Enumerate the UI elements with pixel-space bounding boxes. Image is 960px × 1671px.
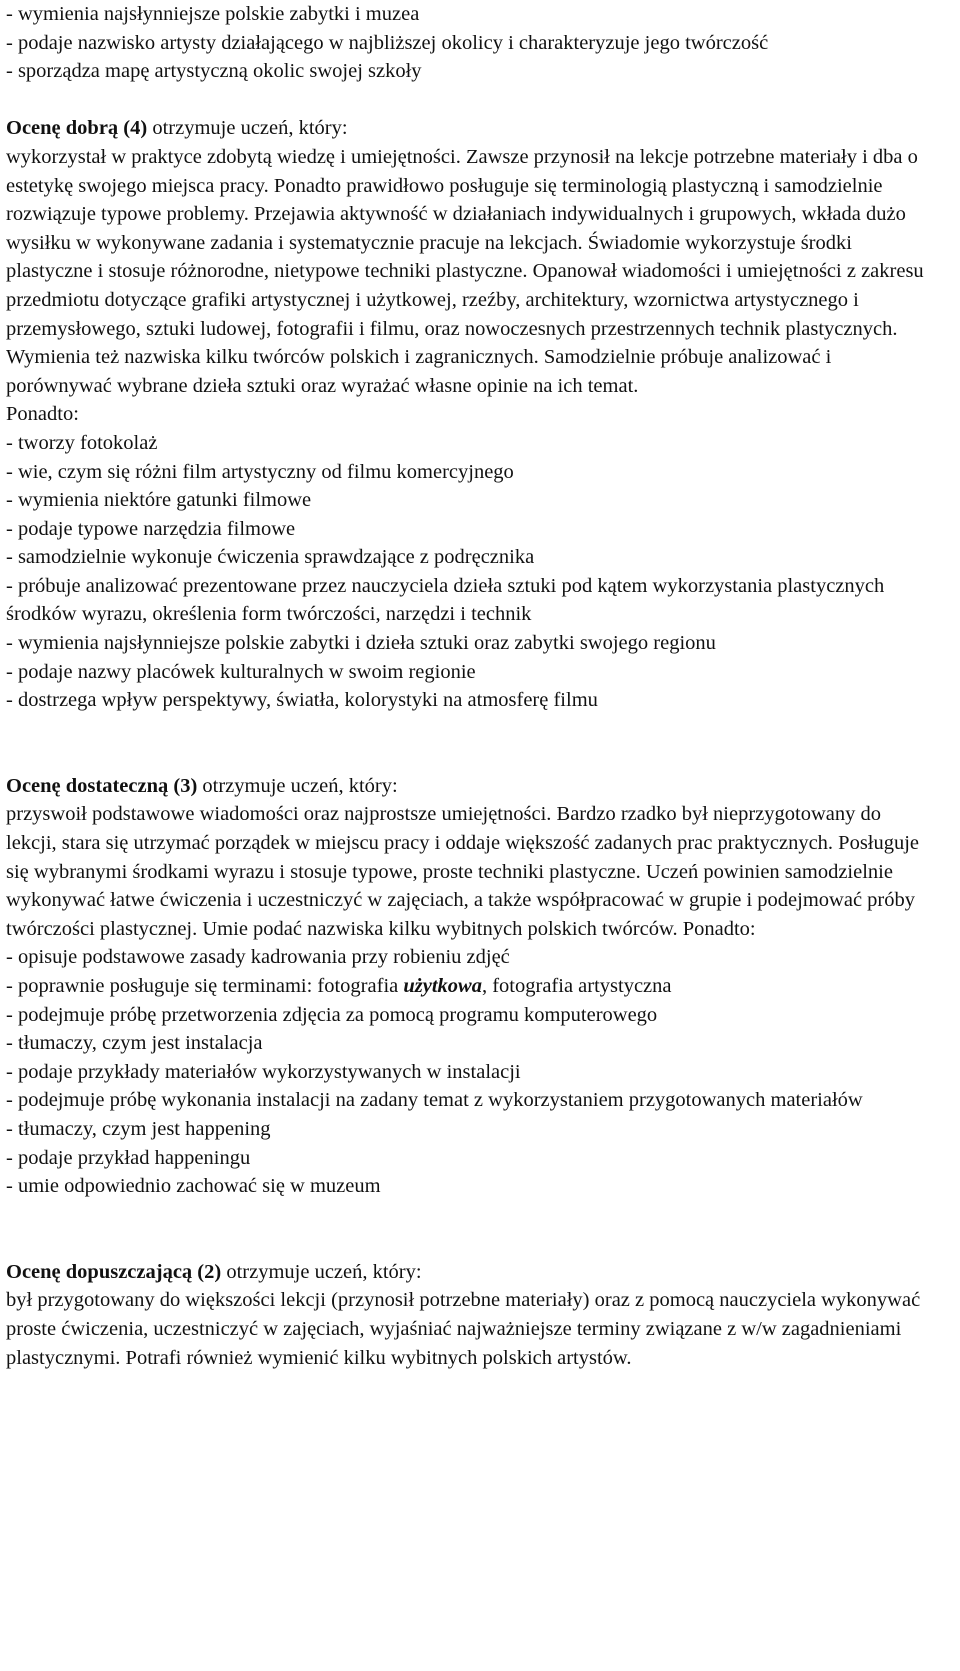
list-item: - podaje nazwisko artysty działającego w najbliższej okolicy i charakteryzuje jego twórczość [6, 31, 769, 54]
terms-after: , fotografia artystyczna [481, 975, 672, 997]
list-item: - tworzy fotokolaż [6, 431, 158, 454]
list-item: - podaje przykłady materiałów wykorzystywanych w instalacji [6, 1060, 521, 1083]
grade-3-paragraph: przyswoił podstawowe wiadomości oraz najprostsze umiejętności. Bardzo rzadko był nieprzygotowany do lekcji, stara się utrzymać porządek w miejscu pracy i oddaje większość zadanych prac praktycznych. Posługuje się wybranymi środkami wyrazu i stosuje typowe, proste techniki plastyczne. Uczeń powinien samodzielnie wykonywać łatwe ćwiczenia i uczestniczyć w zajęciach, a także współpracować w grupie i podejmować próby twórczości plastycznej. Umie podać nazwiska kilku wybitnych polskich twórców. Ponadto: [6, 803, 920, 940]
list-item: - sporządza mapę artystyczną okolic swojej szkoły [6, 60, 422, 83]
grade-3-heading-rest: otrzymuje uczeń, który: [197, 774, 398, 797]
list-item: - opisuje podstawowe zasady kadrowania przy robieniu zdjęć [6, 946, 510, 969]
list-item: - podaje typowe narzędzia filmowe [6, 517, 296, 540]
spacer [6, 715, 936, 772]
terms-emphasis: użytkowa [403, 975, 482, 997]
terms-before: - poprawnie posługuje się terminami: fotografia [6, 975, 404, 997]
spacer [6, 86, 936, 115]
spacer [6, 1201, 936, 1258]
grade-2-heading-bold: Ocenę dopuszczającą (2) [6, 1260, 222, 1283]
list-item: - wymienia najsłynniejsze polskie zabytki i muzea [6, 3, 420, 25]
grade-2-heading-rest: otrzymuje uczeń, który: [221, 1260, 422, 1283]
grade-4-ponadto: Ponadto: [6, 403, 79, 426]
grade-4-section [6, 114, 936, 714]
list-item: - tłumaczy, czym jest instalacja [6, 1032, 263, 1055]
grade-3-heading [6, 772, 936, 801]
grade-4-paragraph: wykorzystał w praktyce zdobytą wiedzę i umiejętności. Zawsze przynosił na lekcje potrzebne materiały i dba o estetykę swojego miejsca pracy. Ponadto prawidłowo posługuje się terminologią plastyczną i samodzielnie rozwiązuje typowe problemy. Przejawia aktywność w działaniach indywidualnych i grupowych, wkłada dużo wysiłku w wykonywane zadania i systematycznie pracuje na lekcjach. Świadomie wykorzystuje środki plastyczne i stosuje różnorodne, nietypowe techniki plastyczne. Opanował wiadomości i umiejętności z zakresu przedmiotu dotyczące grafiki artystycznej i użytkowej, rzeźby, architektury, wzornictwa artystycznego i przemysłowego, sztuki ludowej, fotografii i filmu, oraz nowoczesnych przestrzennych technik plastycznych. Wymienia też nazwiska kilku twórców polskich i zagranicznych. Samodzielnie próbuje analizować i porównywać wybrane dzieła sztuki oraz wyrażać własne opinie na ich temat. [6, 145, 924, 397]
list-item: - samodzielnie wykonuje ćwiczenia sprawdzające z podręcznika [6, 546, 535, 569]
grade-4-heading-bold: Ocenę dobrą (4) [6, 117, 148, 140]
grade-2-section [6, 1258, 936, 1372]
grade-2-paragraph: był przygotowany do większości lekcji (przynosił potrzebne materiały) oraz z pomocą nauczyciela wykonywać proste ćwiczenia, uczestniczyć w zajęciach, wyjaśniać najważniejsze terminy związane z w/w zagadnieniami plastycznymi. Potrafi również wymienić kilku wybitnych polskich artystów. [6, 1289, 921, 1369]
grade-4-heading [6, 114, 936, 143]
list-item: - umie odpowiednio zachować się w muzeum [6, 1175, 381, 1198]
list-item: - podaje nazwy placówek kulturalnych w swoim regionie [6, 660, 476, 683]
intro-list [6, 0, 936, 86]
list-item: - dostrzega wpływ perspektywy, światła, kolorystyki na atmosferę filmu [6, 689, 598, 712]
grade-3-heading-bold: Ocenę dostateczną (3) [6, 774, 198, 797]
list-item: - wymienia najsłynniejsze polskie zabytki i dzieła sztuki oraz zabytki swojego regionu [6, 632, 716, 655]
grade-4-heading-rest: otrzymuje uczeń, który: [147, 117, 348, 140]
grade-2-heading [6, 1258, 936, 1287]
grade-3-section [6, 772, 936, 1201]
list-item: - wie, czym się różni film artystyczny od filmu komercyjnego [6, 460, 514, 483]
list-item: - podejmuje próbę wykonania instalacji na zadany temat z wykorzystaniem przygotowanych materiałów [6, 1089, 863, 1112]
list-item: - wymienia niektóre gatunki filmowe [6, 489, 312, 512]
list-item: - podaje przykład happeningu [6, 1146, 251, 1169]
list-item-terms [6, 972, 936, 1001]
list-item: - podejmuje próbę przetworzenia zdjęcia za pomocą programu komputerowego [6, 1003, 658, 1026]
list-item: - próbuje analizować prezentowane przez nauczyciela dzieła sztuki pod kątem wykorzystania plastycznych środków wyrazu, określenia form twórczości, narzędzi i technik [6, 574, 885, 626]
list-item: - tłumaczy, czym jest happening [6, 1117, 271, 1140]
